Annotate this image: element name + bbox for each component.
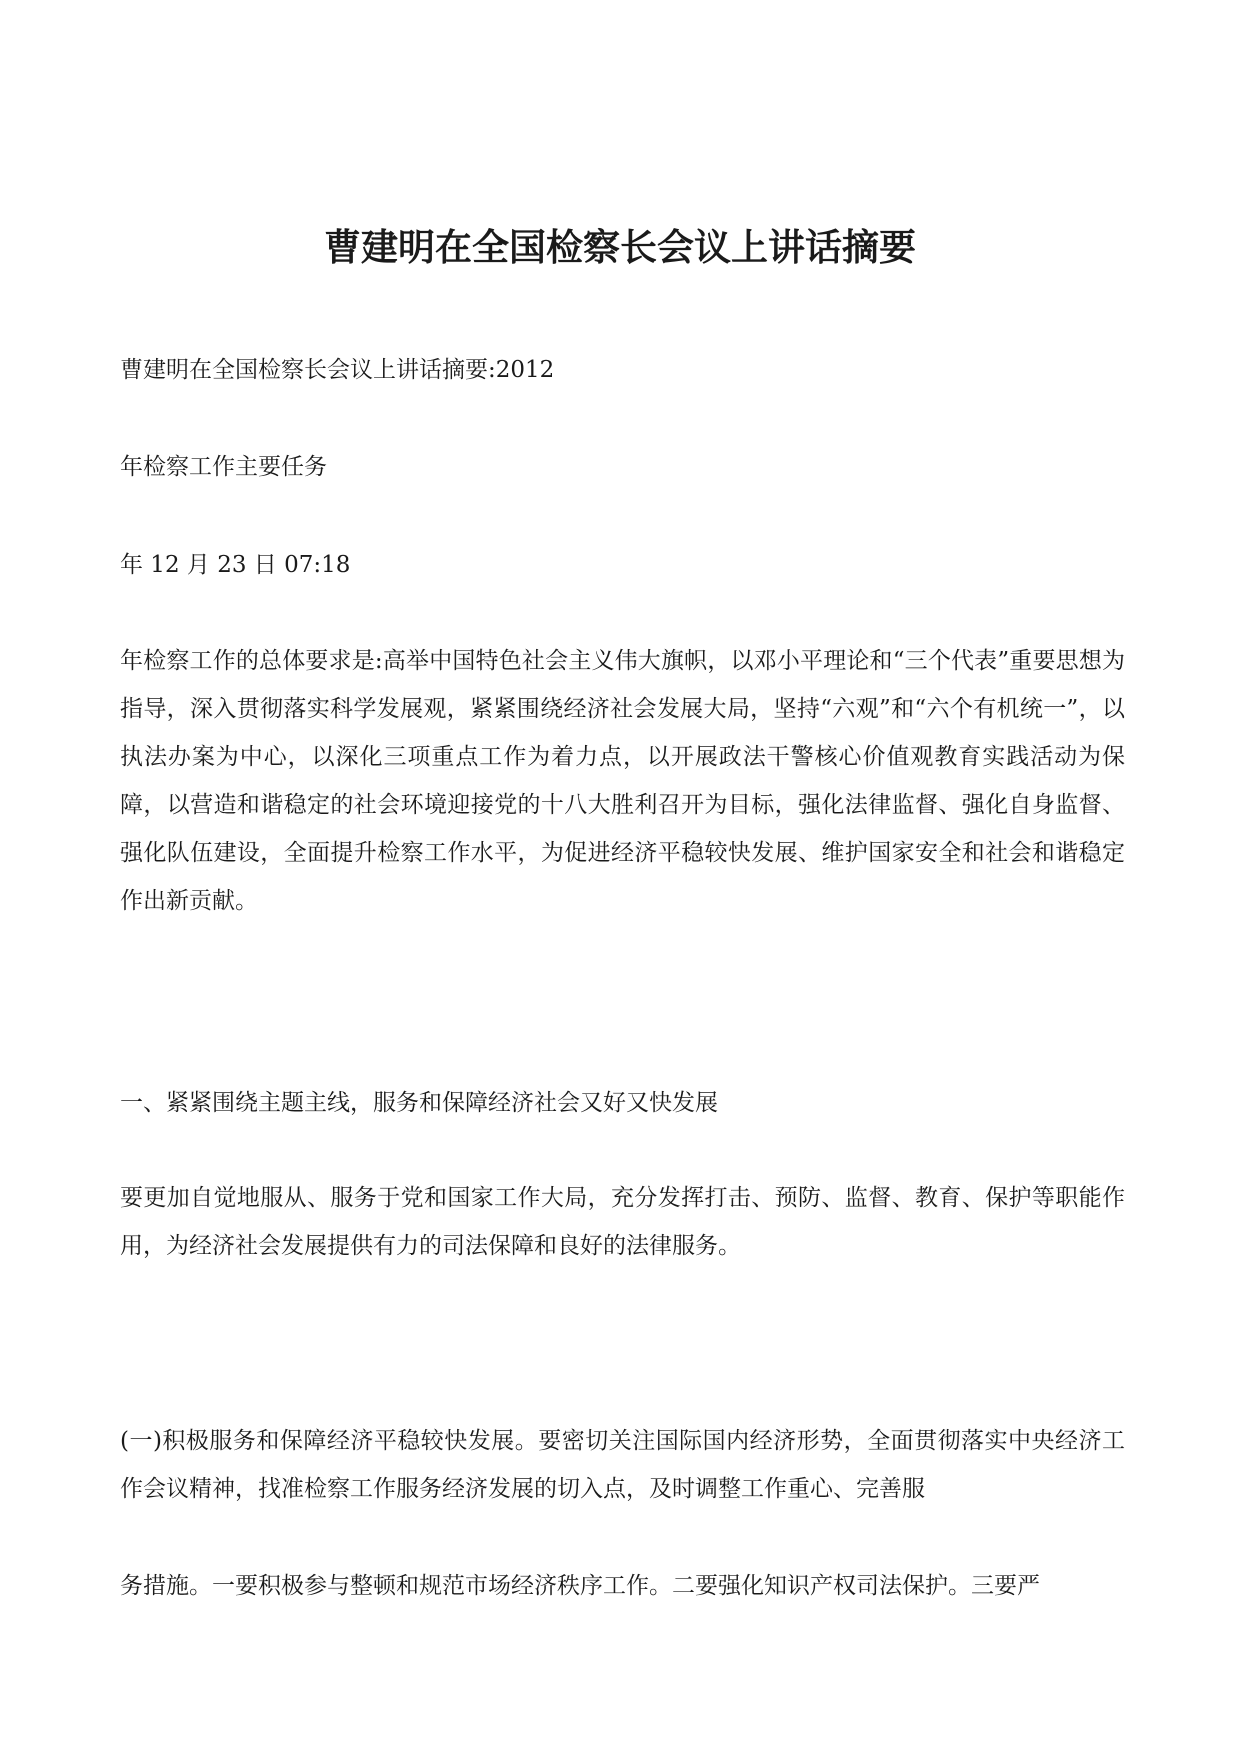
- subsection-paragraph: (一)积极服务和保障经济平稳较快发展。要密切关注国际国内经济形势，全面贯彻落实中央经济工作会议精神，找准检察工作服务经济发展的切入点，及时调整工作重心、完善服: [120, 1428, 1125, 1502]
- date-line: 年 12 月 23 日 07:18: [120, 552, 351, 578]
- section-heading: 一、紧紧围绕主题主线，服务和保障经济社会又好又快发展: [120, 1090, 718, 1116]
- subtitle-line: 曹建明在全国检察长会议上讲话摘要:2012: [120, 357, 555, 383]
- paragraph-general-requirements: 年检察工作的总体要求是:高举中国特色社会主义伟大旗帜，以邓小平理论和“三个代表”重要思想为指导，深入贯彻落实科学发展观，紧紧围绕经济社会发展大局，坚持“六观”和“六个有机统一”，以执法办案为中心，以深化三项重点工作为着力点，以开展政法干警核心价值观教育实践活动为保障，以营造和谐稳定的社会环境迎接党的十八大胜利召开为目标，强化法律监督、强化自身监督、强化队伍建设，全面提升检察工作水平，为促进经济平稳较快发展、维护国家安全和社会和谐稳定作出新贡献。: [120, 648, 1125, 914]
- subsection-paragraph-continued: 务措施。一要积极参与整顿和规范市场经济秩序工作。二要强化知识产权司法保护。三要严: [120, 1573, 1040, 1599]
- section-paragraph: 要更加自觉地服从、服务于党和国家工作大局，充分发挥打击、预防、监督、教育、保护等职能作用，为经济社会发展提供有力的司法保障和良好的法律服务。: [120, 1185, 1125, 1259]
- subtitle-line: 年检察工作主要任务: [120, 454, 327, 480]
- document-title: 曹建明在全国检察长会议上讲话摘要: [324, 225, 916, 269]
